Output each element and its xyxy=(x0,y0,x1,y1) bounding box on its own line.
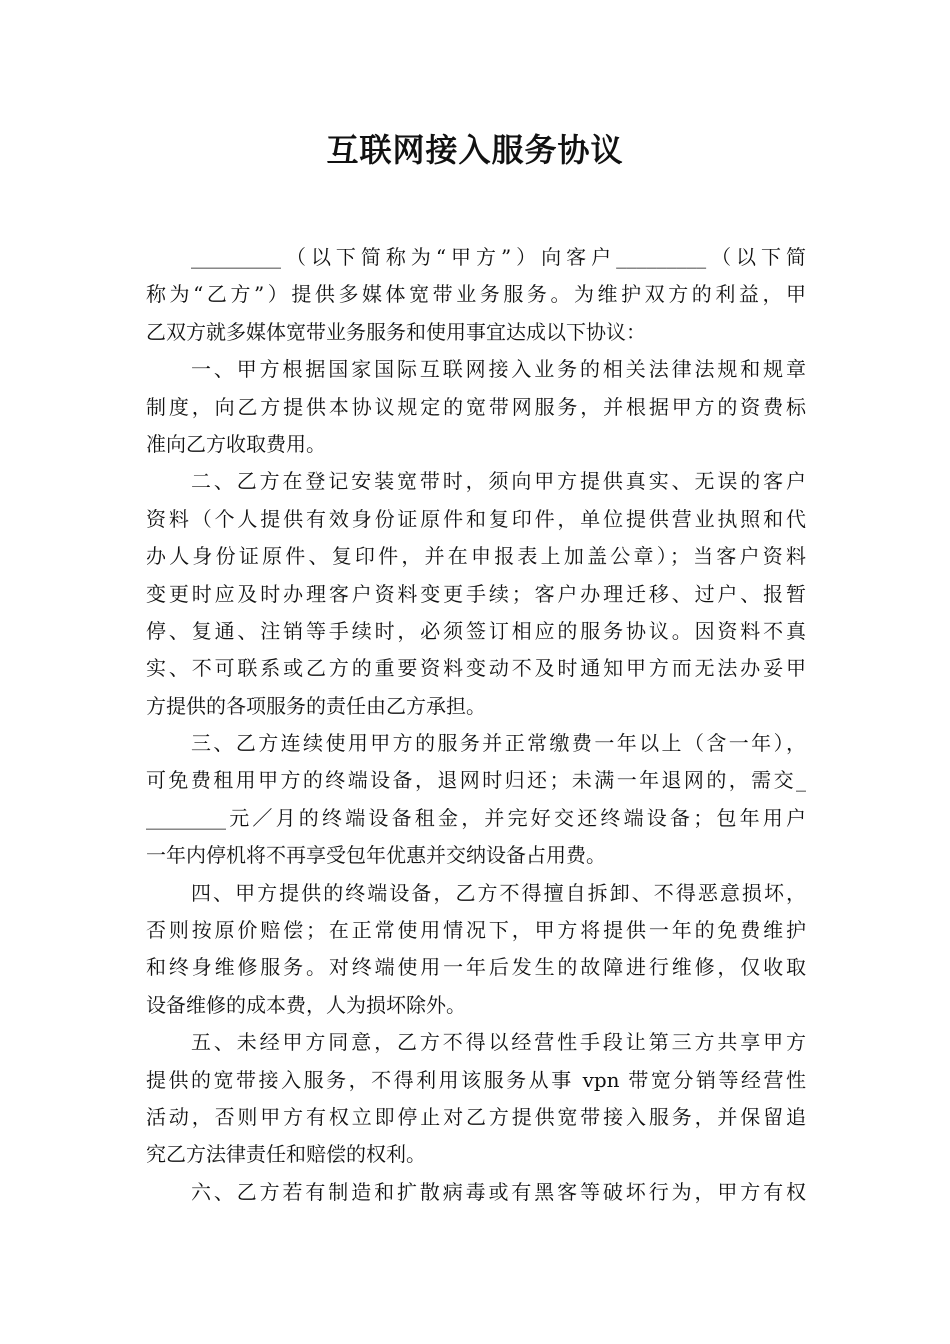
text-line: 办人身份证原件、复印件，并在申报表上加盖公章）；当客户资料 xyxy=(146,544,806,569)
text-line: 一年内停机将不再享受包年优惠并交纳设备占用费。 xyxy=(146,843,606,868)
text-line: 一、甲方根据国家国际互联网接入业务的相关法律法规和规章 xyxy=(191,357,806,382)
text-line: 制度，向乙方提供本协议规定的宽带网服务，并根据甲方的资费标 xyxy=(146,394,806,419)
text-line: 实、不可联系或乙方的重要资料变动不及时通知甲方而无法办妥甲 xyxy=(146,656,806,681)
text-line: 三、乙方连续使用甲方的服务并正常缴费一年以上（含一年）， xyxy=(191,731,806,756)
document-title: 互联网接入服务协议 xyxy=(326,131,624,169)
text-line: 设备维修的成本费，人为损坏除外。 xyxy=(146,992,466,1017)
text-line: 二、乙方在登记安装宽带时，须向甲方提供真实、无误的客户 xyxy=(191,469,806,494)
text-line: 提供的宽带接入服务，不得利用该服务从事 vpn 带宽分销等经营性 xyxy=(146,1067,806,1092)
text-line: 可免费租用甲方的终端设备，退网时归还；未满一年退网的，需交_ xyxy=(146,768,806,793)
text-line: 究乙方法律责任和赔偿的权利。 xyxy=(146,1142,426,1167)
text-line: 四、甲方提供的终端设备，乙方不得擅自拆卸、不得恶意损坏， xyxy=(191,880,806,905)
text-line: 和终身维修服务。对终端使用一年后发生的故障进行维修，仅收取 xyxy=(146,955,806,980)
text-line: _________（以下简称为“甲方”）向客户_________（以下简 xyxy=(191,245,806,269)
text-line: 资料（个人提供有效身份证原件和复印件，单位提供营业执照和代 xyxy=(146,506,806,531)
text-line: ________元／月的终端设备租金，并完好交还终端设备；包年用户 xyxy=(146,805,806,830)
text-line: 乙双方就多媒体宽带业务服务和使用事宜达成以下协议： xyxy=(146,319,646,344)
text-line: 停、复通、注销等手续时，必须签订相应的服务协议。因资料不真 xyxy=(146,618,806,643)
text-line: 变更时应及时办理客户资料变更手续；客户办理迁移、过户、报暂 xyxy=(146,581,806,606)
text-line: 五、未经甲方同意，乙方不得以经营性手段让第三方共享甲方 xyxy=(191,1030,806,1055)
text-line: 准向乙方收取费用。 xyxy=(146,431,326,456)
text-line: 活动，否则甲方有权立即停止对乙方提供宽带接入服务，并保留追 xyxy=(146,1104,806,1129)
text-line: 方提供的各项服务的责任由乙方承担。 xyxy=(146,693,486,718)
document-body xyxy=(146,239,806,1211)
text-line: 否则按原价赔偿；在正常使用情况下，甲方将提供一年的免费维护 xyxy=(146,918,806,943)
text-line: 六、乙方若有制造和扩散病毒或有黑客等破坏行为，甲方有权 xyxy=(191,1179,806,1204)
text-line: 称为“乙方”）提供多媒体宽带业务服务。为维护双方的利益，甲 xyxy=(146,282,806,307)
